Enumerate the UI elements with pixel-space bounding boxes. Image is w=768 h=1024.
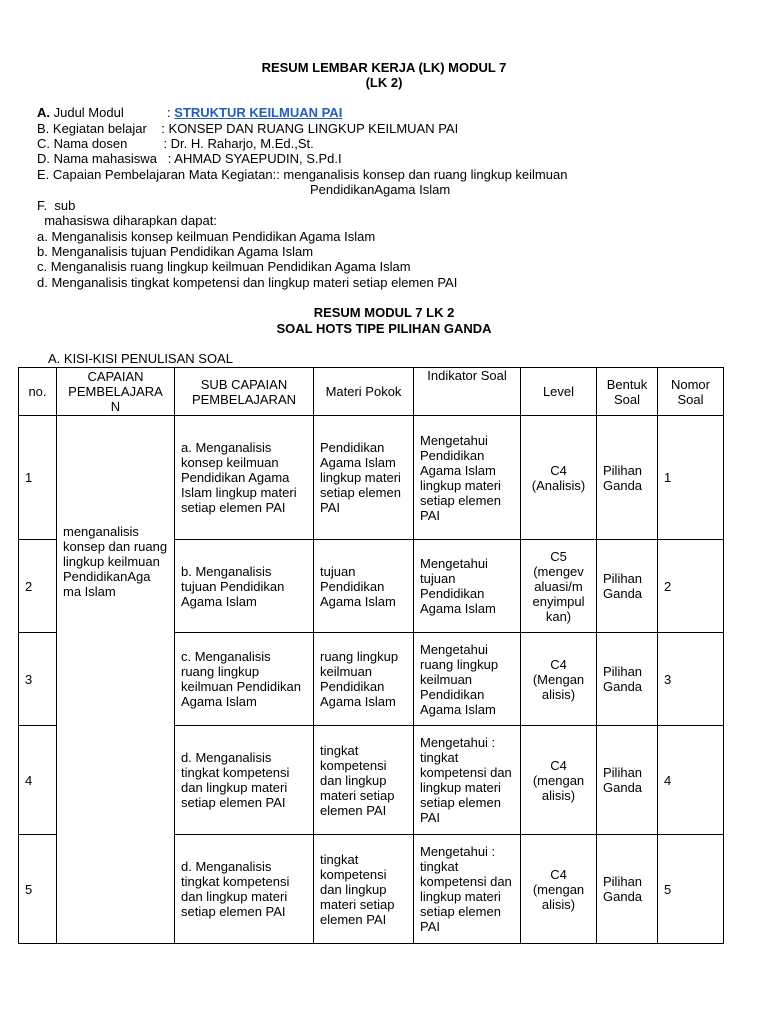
row-bentuk: Pilihan Ganda	[597, 633, 658, 726]
info-judul-modul	[37, 105, 342, 121]
header-sub-capaian: SUB CAPAIAN PEMBELAJARAN	[175, 368, 314, 416]
capaian-cell: menganalisis konsep dan ruang lingkup keilmuan PendidikanAga ma Islam	[57, 416, 175, 944]
row-no: 3	[19, 633, 57, 726]
header-capaian: CAPAIAN PEMBELAJARA N	[57, 368, 175, 416]
row-level: C4 (mengan alisis)	[521, 835, 597, 944]
document-subtitle: (LK 2)	[365, 75, 403, 90]
row-indikator: Mengetahui tujuan Pendidikan Agama Islam	[414, 540, 521, 633]
row-no: 2	[19, 540, 57, 633]
row-bentuk: Pilihan Ganda	[597, 835, 658, 944]
info-nama-dosen: C. Nama dosen : Dr. H. Raharjo, M.Ed.,St.	[37, 136, 314, 151]
row-sub: d. Menganalisis tingkat kompetensi dan lingkup materi setiap elemen PAI	[175, 835, 314, 944]
row-sub: c. Menganalisis ruang lingkup keilmuan Pendidikan Agama Islam	[175, 633, 314, 726]
info-sub-b: b. Menganalisis tujuan Pendidikan Agama Islam	[37, 244, 314, 259]
row-nomor: 4	[658, 726, 724, 835]
header-materi: Materi Pokok	[314, 368, 414, 416]
row-materi: tingkat kompetensi dan lingkup materi setiap elemen PAI	[314, 835, 414, 944]
kisi-kisi-table	[18, 367, 724, 944]
info-sub-d: d. Menganalisis tingkat kompetensi dan lingkup materi setiap elemen PAI	[37, 275, 458, 290]
info-sub-label: F. sub	[37, 198, 76, 213]
row-sub: a. Menganalisis konsep keilmuan Pendidikan Agama Islam lingkup materi setiap elemen PAI	[175, 416, 314, 540]
info-sub-intro: mahasiswa diharapkan dapat:	[37, 213, 217, 228]
header-no: no.	[19, 368, 57, 416]
row-indikator: Mengetahui : tingkat kompetensi dan lingkup materi setiap elemen PAI	[414, 835, 521, 944]
table-row	[19, 416, 724, 540]
row-indikator: Mengetahui ruang lingkup keilmuan Pendidikan Agama Islam	[414, 633, 521, 726]
document-title: RESUM LEMBAR KERJA (LK) MODUL 7	[261, 60, 507, 75]
row-sub: b. Menganalisis tujuan Pendidikan Agama Islam	[175, 540, 314, 633]
row-no: 4	[19, 726, 57, 835]
header-nomor: Nomor Soal	[658, 368, 724, 416]
row-materi: Pendidikan Agama Islam lingkup materi setiap elemen PAI	[314, 416, 414, 540]
section-subheading: A. KISI-KISI PENULISAN SOAL	[48, 351, 233, 366]
row-level: C4 (Analisis)	[521, 416, 597, 540]
info-kegiatan-belajar: B. Kegiatan belajar : KONSEP DAN RUANG LINGKUP KEILMUAN PAI	[37, 121, 459, 136]
row-level: C4 (Mengan alisis)	[521, 633, 597, 726]
row-nomor: 1	[658, 416, 724, 540]
info-sub-a: a. Menganalisis konsep keilmuan Pendidikan Agama Islam	[37, 229, 376, 244]
info-capaian: E. Capaian Pembelajaran Mata Kegiatan:: menganalisis konsep dan ruang lingkup keilmuan	[37, 167, 568, 182]
header-level: Level	[521, 368, 597, 416]
info-a-label: Judul Modul :	[50, 105, 175, 120]
info-capaian-cont: PendidikanAgama Islam	[310, 182, 451, 197]
header-indikator: Indikator Soal	[414, 368, 521, 416]
row-no: 5	[19, 835, 57, 944]
row-indikator: Mengetahui : tingkat kompetensi dan lingkup materi setiap elemen PAI	[414, 726, 521, 835]
row-nomor: 5	[658, 835, 724, 944]
row-materi: tujuan Pendidikan Agama Islam	[314, 540, 414, 633]
row-bentuk: Pilihan Ganda	[597, 416, 658, 540]
row-nomor: 3	[658, 633, 724, 726]
row-indikator: Mengetahui Pendidikan Agama Islam lingkup materi setiap elemen PAI	[414, 416, 521, 540]
section-subtitle: SOAL HOTS TIPE PILIHAN GANDA	[276, 321, 492, 336]
row-level: C4 (mengan alisis)	[521, 726, 597, 835]
table-header-row	[19, 368, 724, 416]
row-no: 1	[19, 416, 57, 540]
header-bentuk: Bentuk Soal	[597, 368, 658, 416]
section-title: RESUM MODUL 7 LK 2	[313, 305, 455, 320]
row-materi: tingkat kompetensi dan lingkup materi setiap elemen PAI	[314, 726, 414, 835]
row-sub: d. Menganalisis tingkat kompetensi dan lingkup materi setiap elemen PAI	[175, 726, 314, 835]
judul-modul-link[interactable]: STRUKTUR KEILMUAN PAI	[174, 105, 343, 120]
info-sub-c: c. Menganalisis ruang lingkup keilmuan Pendidikan Agama Islam	[37, 259, 411, 274]
row-materi: ruang lingkup keilmuan Pendidikan Agama Islam	[314, 633, 414, 726]
info-a-prefix: A.	[37, 105, 50, 120]
row-bentuk: Pilihan Ganda	[597, 726, 658, 835]
row-level: C5 (mengev aluasi/m enyimpul kan)	[521, 540, 597, 633]
row-nomor: 2	[658, 540, 724, 633]
info-nama-mahasiswa: D. Nama mahasiswa : AHMAD SYAEPUDIN, S.Pd.I	[37, 151, 342, 166]
row-bentuk: Pilihan Ganda	[597, 540, 658, 633]
